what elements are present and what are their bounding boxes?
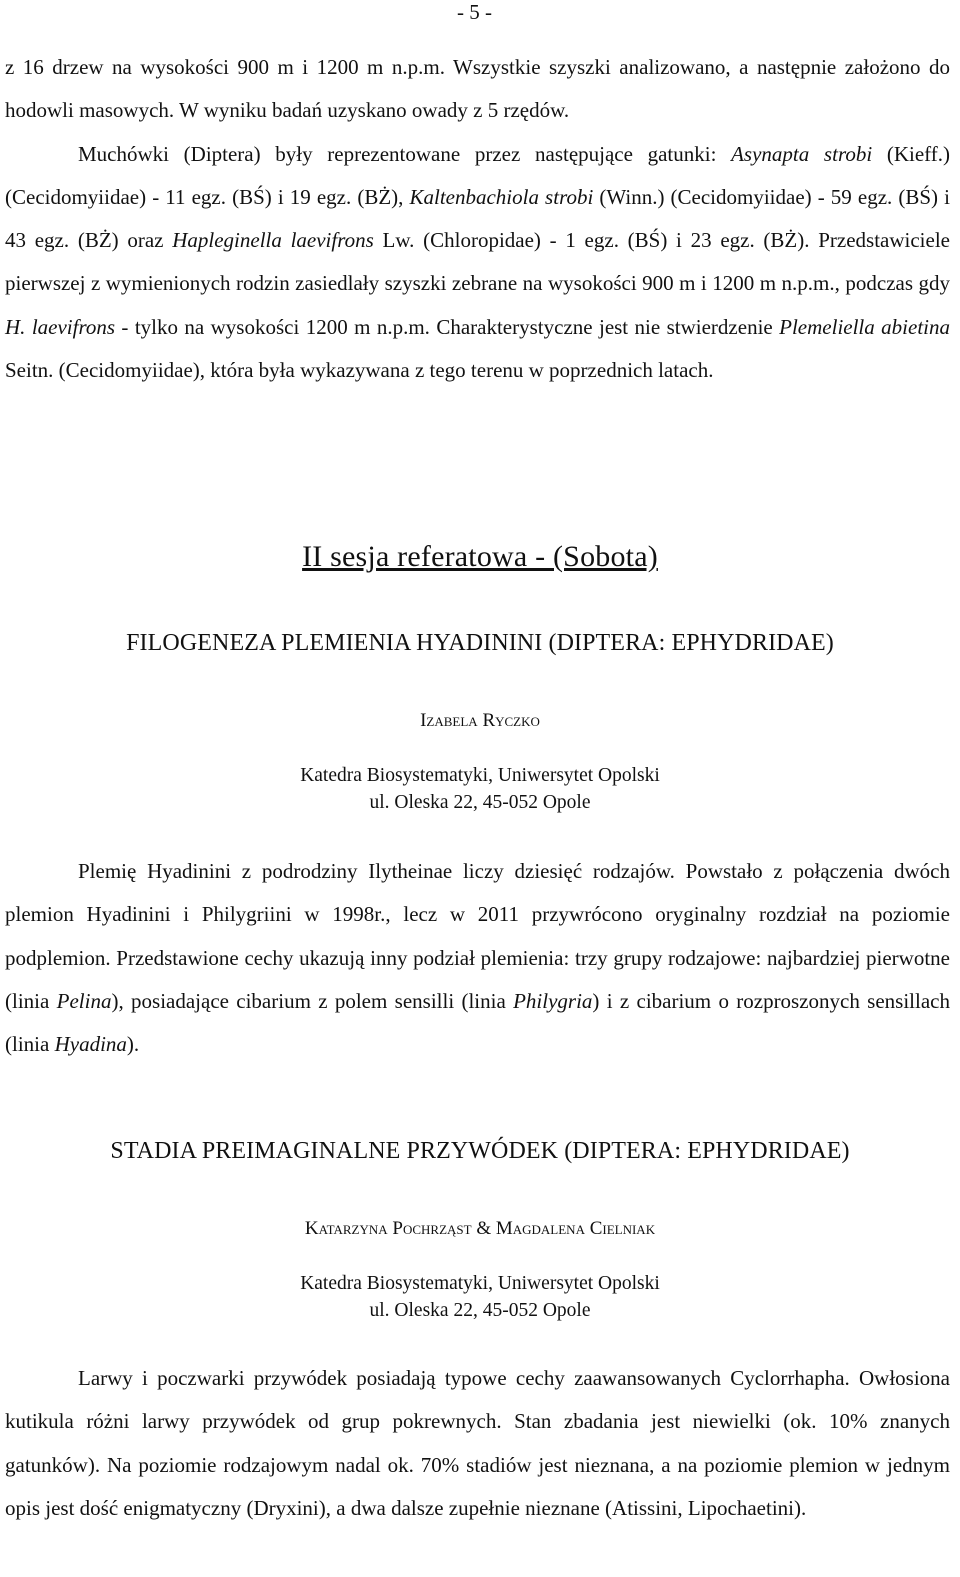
article-1-author: Izabela Ryczko [420, 710, 540, 731]
article-2-title: STADIA PREIMAGINALNE PRZYWÓDEK (DIPTERA: EPHYDRIDAE) [110, 1138, 850, 1164]
intro-text-5: Lw. (Chloropidae) - 1 egz. (BŚ) i 23 egz. (BŻ). Przedstawiciele pierwszej z wymienionych rodzin zasiedlały szyszki zebrane na wysokości 900 m i 1200 m n.p.m., podczas gdy [5, 228, 950, 296]
genus-name: Hyadina [54, 1032, 127, 1057]
affiliation-line-2: ul. Oleska 22, 45-052 Opole [369, 1300, 591, 1321]
intro-paragraph [5, 46, 950, 392]
article-1-title: FILOGENEZA PLEMIENIA HYADININI (DIPTERA: EPHYDRIDAE) [126, 630, 834, 656]
genus-name: Philygria [513, 988, 593, 1013]
intro-text-6: - tylko na wysokości 1200 m n.p.m. Charakterystyczne jest nie stwierdzenie [115, 314, 780, 339]
abstract-text-d: ). [126, 1032, 140, 1057]
article-2-author: Katarzyna Pochrząst & Magdalena Cielniak [304, 1218, 656, 1239]
species-name: Plemeliella abietina [779, 314, 950, 339]
intro-text-3: (Kieff.) (Cecidomyiidae) - 11 egz. (BŚ) i 19 egz. (BŻ), [5, 141, 951, 209]
intro-text-1: z 16 drzew na wysokości 900 m i 1200 m n.p.m. Wszystkie szyszki analizowano, a następnie założono do hodowli masowych. W wyniku badań uzyskano owady z 5 rzędów. [5, 55, 950, 123]
species-name: Kaltenbachiola strobi [409, 184, 594, 209]
genus-name: Pelina [56, 988, 112, 1013]
abstract-text: Larwy i poczwarki przywódek posiadają typowe cechy zaawansowanych Cyclorrhapha. Owłosiona kutikula różni larwy przywódek od grup pokrewnych. Stan zbadania jest niewielki (ok. 10% znanych gatunków). Na poziomie rodzajowym nadal ok. 70% stadiów jest nieznana, a na poziomie plemion w jednym opis jest dość enigmatyczny (Dryxini), a dwa dalsze zupełnie nieznane (Atissini, Lipochaetini). [5, 1366, 950, 1520]
article-1-affiliation [0, 762, 960, 816]
affiliation-line-1: Katedra Biosystematyki, Uniwersytet Opolski [300, 1273, 660, 1294]
article-2-abstract [5, 1357, 950, 1530]
species-name: Asynapta strobi [731, 141, 873, 166]
article-1-abstract [5, 850, 950, 1066]
intro-text-4: (Winn.) (Cecidomyiidae) - 59 egz. (BŚ) i 43 egz. (BŻ) oraz [5, 184, 950, 253]
intro-text-2: Muchówki (Diptera) były reprezentowane przez następujące gatunki: [78, 141, 732, 166]
article-2-affiliation [0, 1270, 960, 1324]
affiliation-line-2: ul. Oleska 22, 45-052 Opole [369, 792, 591, 813]
species-name: Hapleginella laevifrons [172, 228, 374, 253]
abstract-text-c: ) i z cibarium o rozproszonych sensillach (linia [5, 988, 950, 1057]
intro-text-7: Seitn. (Cecidomyiidae), która była wykazywana z tego terenu w poprzednich latach. [5, 358, 714, 383]
abstract-text-a: Plemię Hyadinini z podrodziny Ilytheinae liczy dziesięć rodzajów. Powstało z połączenia dwóch plemion Hyadinini i Philygriini w 1998r., lecz w 2011 przywrócono oryginalny rozdział na poziomie podplemion. Przedstawione cechy ukazują inny podział plemienia: trzy grupy rodzajowe: najbardziej pierwotne (linia [5, 859, 950, 1013]
session-heading: II sesja referatowa - (Sobota) [302, 540, 658, 573]
affiliation-line-1: Katedra Biosystematyki, Uniwersytet Opolski [300, 765, 660, 786]
abstract-text-b: ), posiadające cibarium z polem sensilli (linia [111, 988, 514, 1013]
page-number: - 5 - [457, 0, 492, 24]
species-name: H. laevifrons [5, 314, 116, 339]
